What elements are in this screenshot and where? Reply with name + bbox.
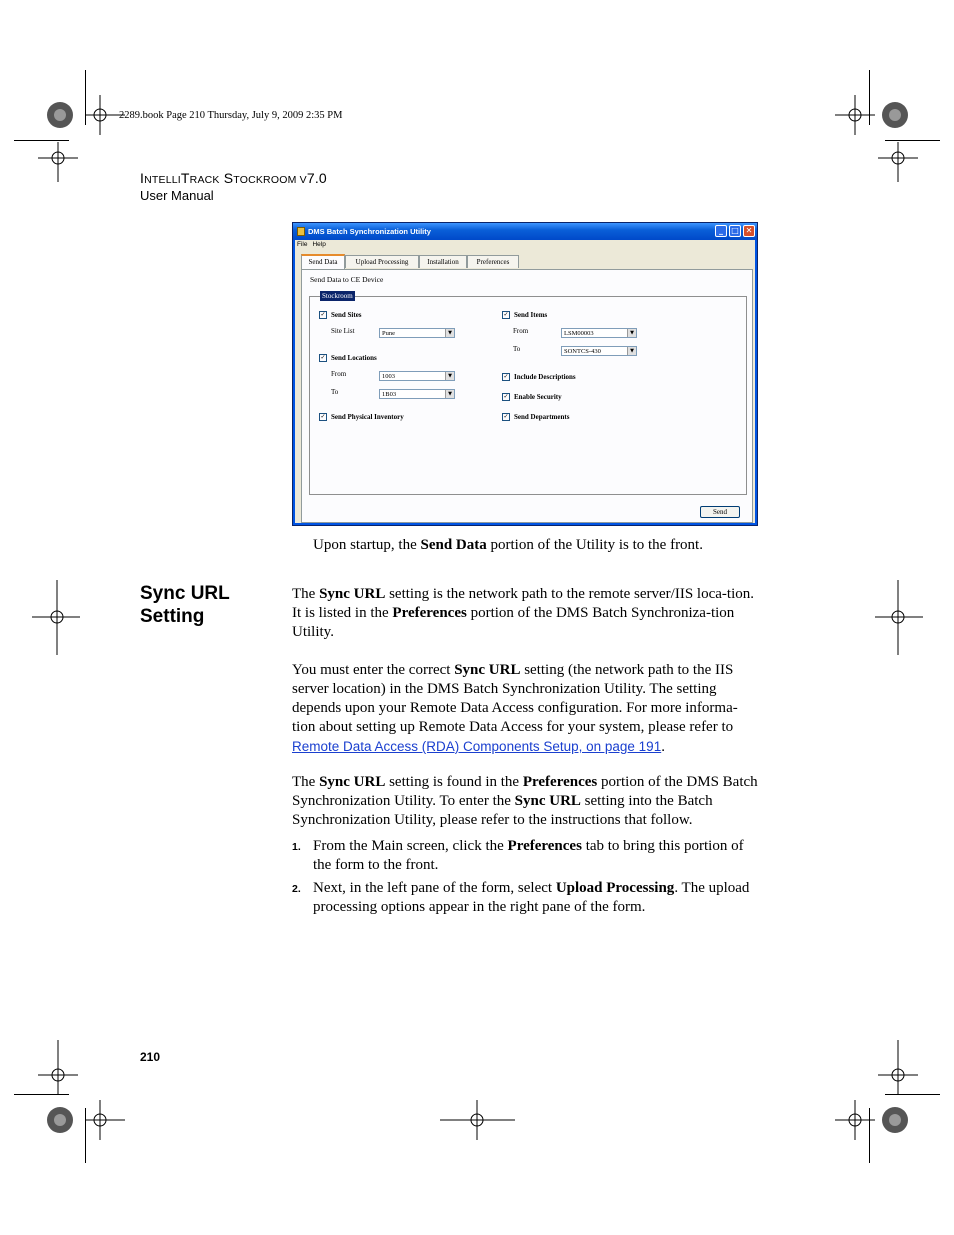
include-descriptions-checkbox[interactable]: ✓ Include Descriptions (503, 373, 576, 381)
utility-window-screenshot (292, 222, 758, 526)
registration-mark-top-left (40, 95, 80, 140)
check-icon: ✓ (320, 354, 326, 362)
crosshair-mark (38, 1040, 78, 1100)
crosshair-mark (85, 1100, 125, 1145)
send-button[interactable]: Send (700, 506, 740, 518)
window-title: DMS Batch Synchronization Utility (308, 227, 431, 236)
send-sites-checkbox[interactable]: ✓ Send Sites (320, 311, 362, 319)
paragraph-3: The Sync URL setting is found in the Preferences portion of the DMS Batch Synchronization Utility. To enter the Sync URL setting into the Batch Synchronization Utility, please refer to the instructions that follow. (292, 774, 758, 828)
send-items-checkbox[interactable]: ✓ Send Items (503, 311, 548, 319)
check-icon: ✓ (503, 393, 509, 401)
window-titlebar (293, 223, 757, 240)
close-icon[interactable]: ✕ (743, 225, 755, 237)
chevron-down-icon: ▼ (445, 390, 454, 398)
crosshair-mark (32, 580, 80, 660)
page-number: 210 (140, 1050, 161, 1064)
items-to-select[interactable]: SONTCS-430 ▼ (561, 346, 637, 356)
crosshair-mark (878, 1040, 918, 1100)
running-title: INTELLITRACK STOCKROOM V7.0 (140, 170, 327, 186)
step-number: 1. (292, 841, 301, 853)
print-slug: 2289.book Page 210 Thursday, July 9, 2009 2:35 PM (119, 110, 343, 121)
step-number: 2. (292, 883, 301, 895)
tab-upload-processing[interactable]: Upload Processing (345, 255, 419, 268)
check-icon: ✓ (503, 311, 509, 319)
enable-security-checkbox[interactable]: ✓ Enable Security (503, 393, 562, 401)
site-list-label: Site List (331, 327, 355, 335)
crosshair-mark (38, 142, 78, 187)
menu-bar (297, 241, 331, 248)
site-list-select[interactable]: Pune ▼ (379, 328, 455, 338)
maximize-icon[interactable]: □ (729, 225, 741, 237)
locations-to-label: To (331, 388, 339, 396)
app-icon (297, 227, 305, 236)
section-heading: Sync URL Setting (140, 583, 230, 627)
check-icon: ✓ (503, 413, 509, 421)
starburst-icon (875, 1100, 915, 1140)
starburst-icon (875, 95, 915, 135)
menu-file[interactable]: File (297, 241, 308, 248)
running-subtitle: User Manual (140, 188, 214, 203)
crosshair-mark (440, 1100, 515, 1145)
panel-title: Send Data to CE Device (310, 275, 384, 284)
step-text: Next, in the left pane of the form, select Upload Processing. The upload processing options appear in the right pane of the form. (313, 880, 750, 915)
menu-help[interactable]: Help (312, 241, 326, 248)
group-label: Stockroom (322, 292, 353, 300)
starburst-icon (40, 95, 80, 135)
locations-from-label: From (331, 370, 347, 378)
tab-installation[interactable]: Installation (419, 255, 467, 268)
registration-mark-top-right (875, 95, 915, 140)
chevron-down-icon: ▼ (627, 347, 636, 355)
crosshair-mark (875, 580, 923, 660)
tab-send-data[interactable]: Send Data (301, 254, 345, 269)
items-to-label: To (513, 345, 521, 353)
step-text: From the Main screen, click the Preferences tab to bring this portion of the form to the front. (313, 838, 744, 873)
check-icon: ✓ (320, 413, 326, 421)
paragraph-2: You must enter the correct Sync URL setting (the network path to the IIS server location) in the DMS Batch Synchronization Utility. The setting depends upon your Remote Data Access configuration. For more informa-tion about setting up Remote Data Access for your system, please refer to Remote Data Access (RDA) Components Setup, on page 191. (292, 662, 738, 755)
send-data-panel (301, 269, 753, 523)
chevron-down-icon: ▼ (445, 372, 454, 380)
send-departments-checkbox[interactable]: ✓ Send Departments (503, 413, 570, 421)
stockroom-group (309, 292, 747, 495)
items-from-select[interactable]: LSM00003 ▼ (561, 328, 637, 338)
tab-preferences[interactable]: Preferences (467, 255, 519, 268)
starburst-icon (40, 1100, 80, 1140)
send-locations-checkbox[interactable]: ✓ Send Locations (320, 354, 377, 362)
locations-from-select[interactable]: 1003 ▼ (379, 371, 455, 381)
locations-to-select[interactable]: 1B03 ▼ (379, 389, 455, 399)
registration-mark-bottom-left (40, 1100, 80, 1145)
chevron-down-icon: ▼ (445, 329, 454, 337)
check-icon: ✓ (320, 311, 326, 319)
items-from-label: From (513, 327, 529, 335)
check-icon: ✓ (503, 373, 509, 381)
paragraph-1: The Sync URL setting is the network path to the remote server/IIS loca-tion. It is listed in the Preferences portion of the DMS Batch Synchroniza-tion Utility. (292, 586, 754, 640)
chevron-down-icon: ▼ (627, 329, 636, 337)
send-physical-inventory-checkbox[interactable]: ✓ Send Physical Inventory (320, 413, 404, 421)
figure-caption: Upon startup, the Send Data portion of the Utility is to the front. (313, 537, 703, 553)
registration-mark-bottom-right (875, 1100, 915, 1145)
crosshair-mark (878, 142, 918, 187)
minimize-icon[interactable]: _ (715, 225, 727, 237)
rda-setup-link[interactable]: Remote Data Access (RDA) Components Setup, on page 191 (292, 739, 662, 754)
window-client (295, 240, 755, 523)
